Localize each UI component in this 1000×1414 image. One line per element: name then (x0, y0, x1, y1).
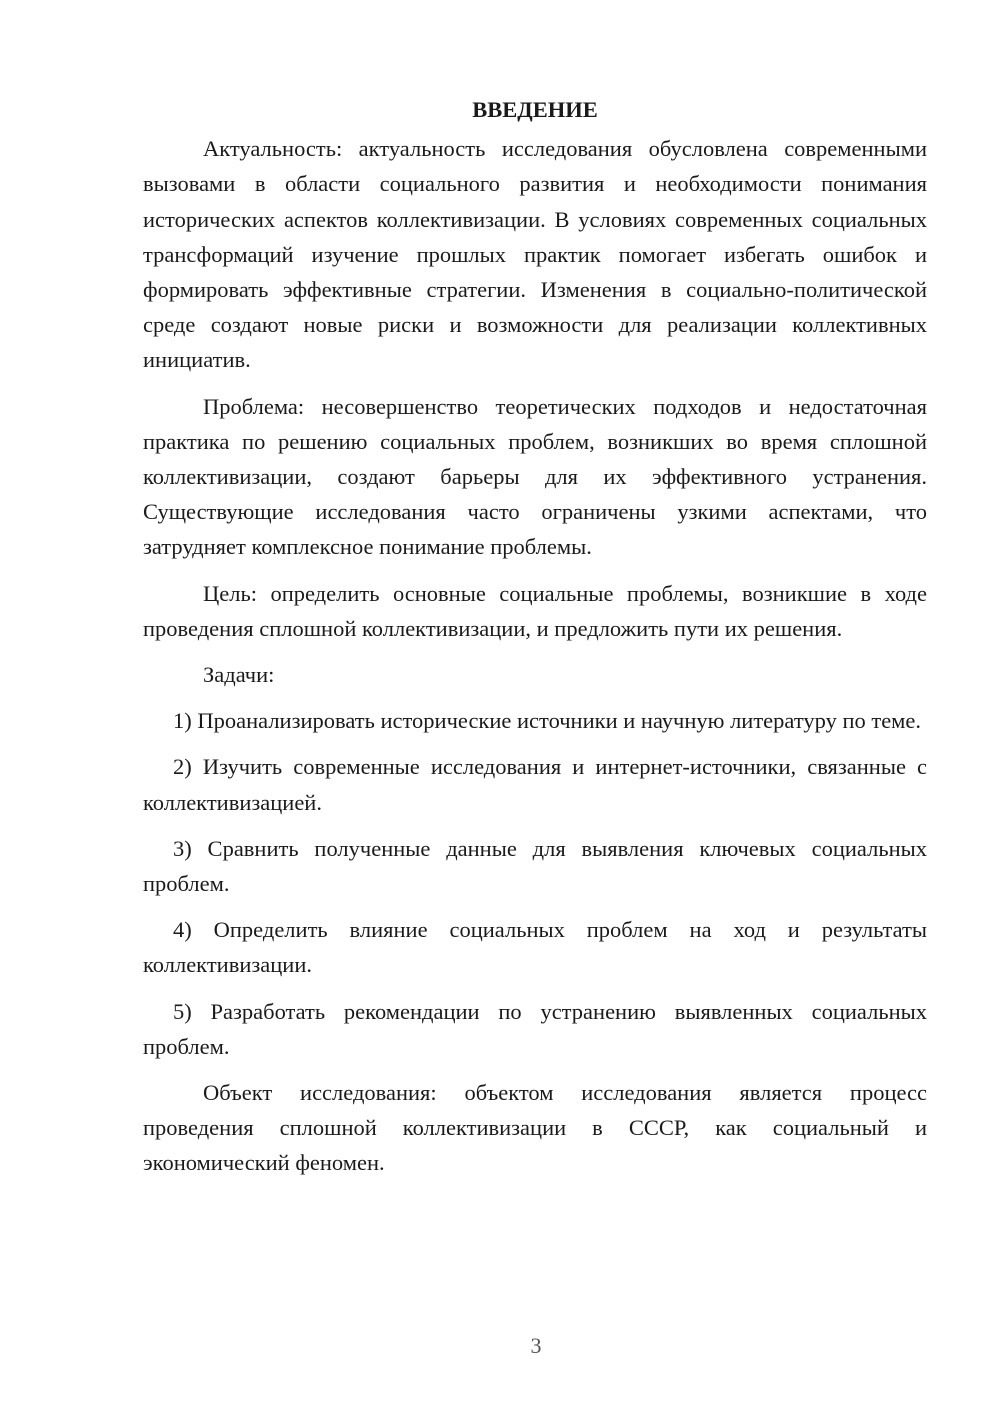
tasks-heading: Задачи: (203, 662, 275, 688)
task-item: 5) Разработать рекомендации по устранению выявленных социальных проблем. (143, 998, 927, 1059)
task-item: 1) Проанализировать исторические источники и научную литературу по теме. (173, 708, 922, 734)
task-item: 3) Сравнить полученные данные для выявления ключевых социальных проблем. (143, 835, 927, 897)
document-page (143, 92, 927, 1192)
page-number: 3 (530, 1333, 542, 1358)
problem-paragraph: Проблема: несовершенство теоретических подходов и недостаточная практика по решению социальных проблем, возникших во время сплошной коллективизации, создают барьеры для их эффективного устранения. Существующие исследования часто ограничены узкими аспектами, что затрудняет комплексное понимание проблемы. (143, 393, 927, 560)
relevance-paragraph: Актуальность: актуальность исследования обусловлена современными вызовами в области социального развития и необходимости понимания исторических аспектов коллективизации. В условиях современных социальных трансформаций изучение прошлых практик помогает избегать ошибок и формировать эффективные стратегии. Изменения в социально-политической среде создают новые риски и возможности для реализации коллективных инициатив. (143, 136, 927, 373)
goal-paragraph: Цель: определить основные социальные проблемы, возникшие в ходе проведения сплошной коллективизации, и предложить пути их решения. (143, 580, 927, 641)
section-title: ВВЕДЕНИЕ (472, 97, 598, 122)
task-item: 2) Изучить современные исследования и интернет-источники, связанные с коллективизацией. (143, 754, 927, 815)
object-paragraph: Объект исследования: объектом исследования является процесс проведения сплошной коллективизации в СССР, как социальный и экономический феномен. (143, 1080, 927, 1176)
task-item: 4) Определить влияние социальных проблем на ход и результаты коллективизации. (143, 917, 927, 978)
